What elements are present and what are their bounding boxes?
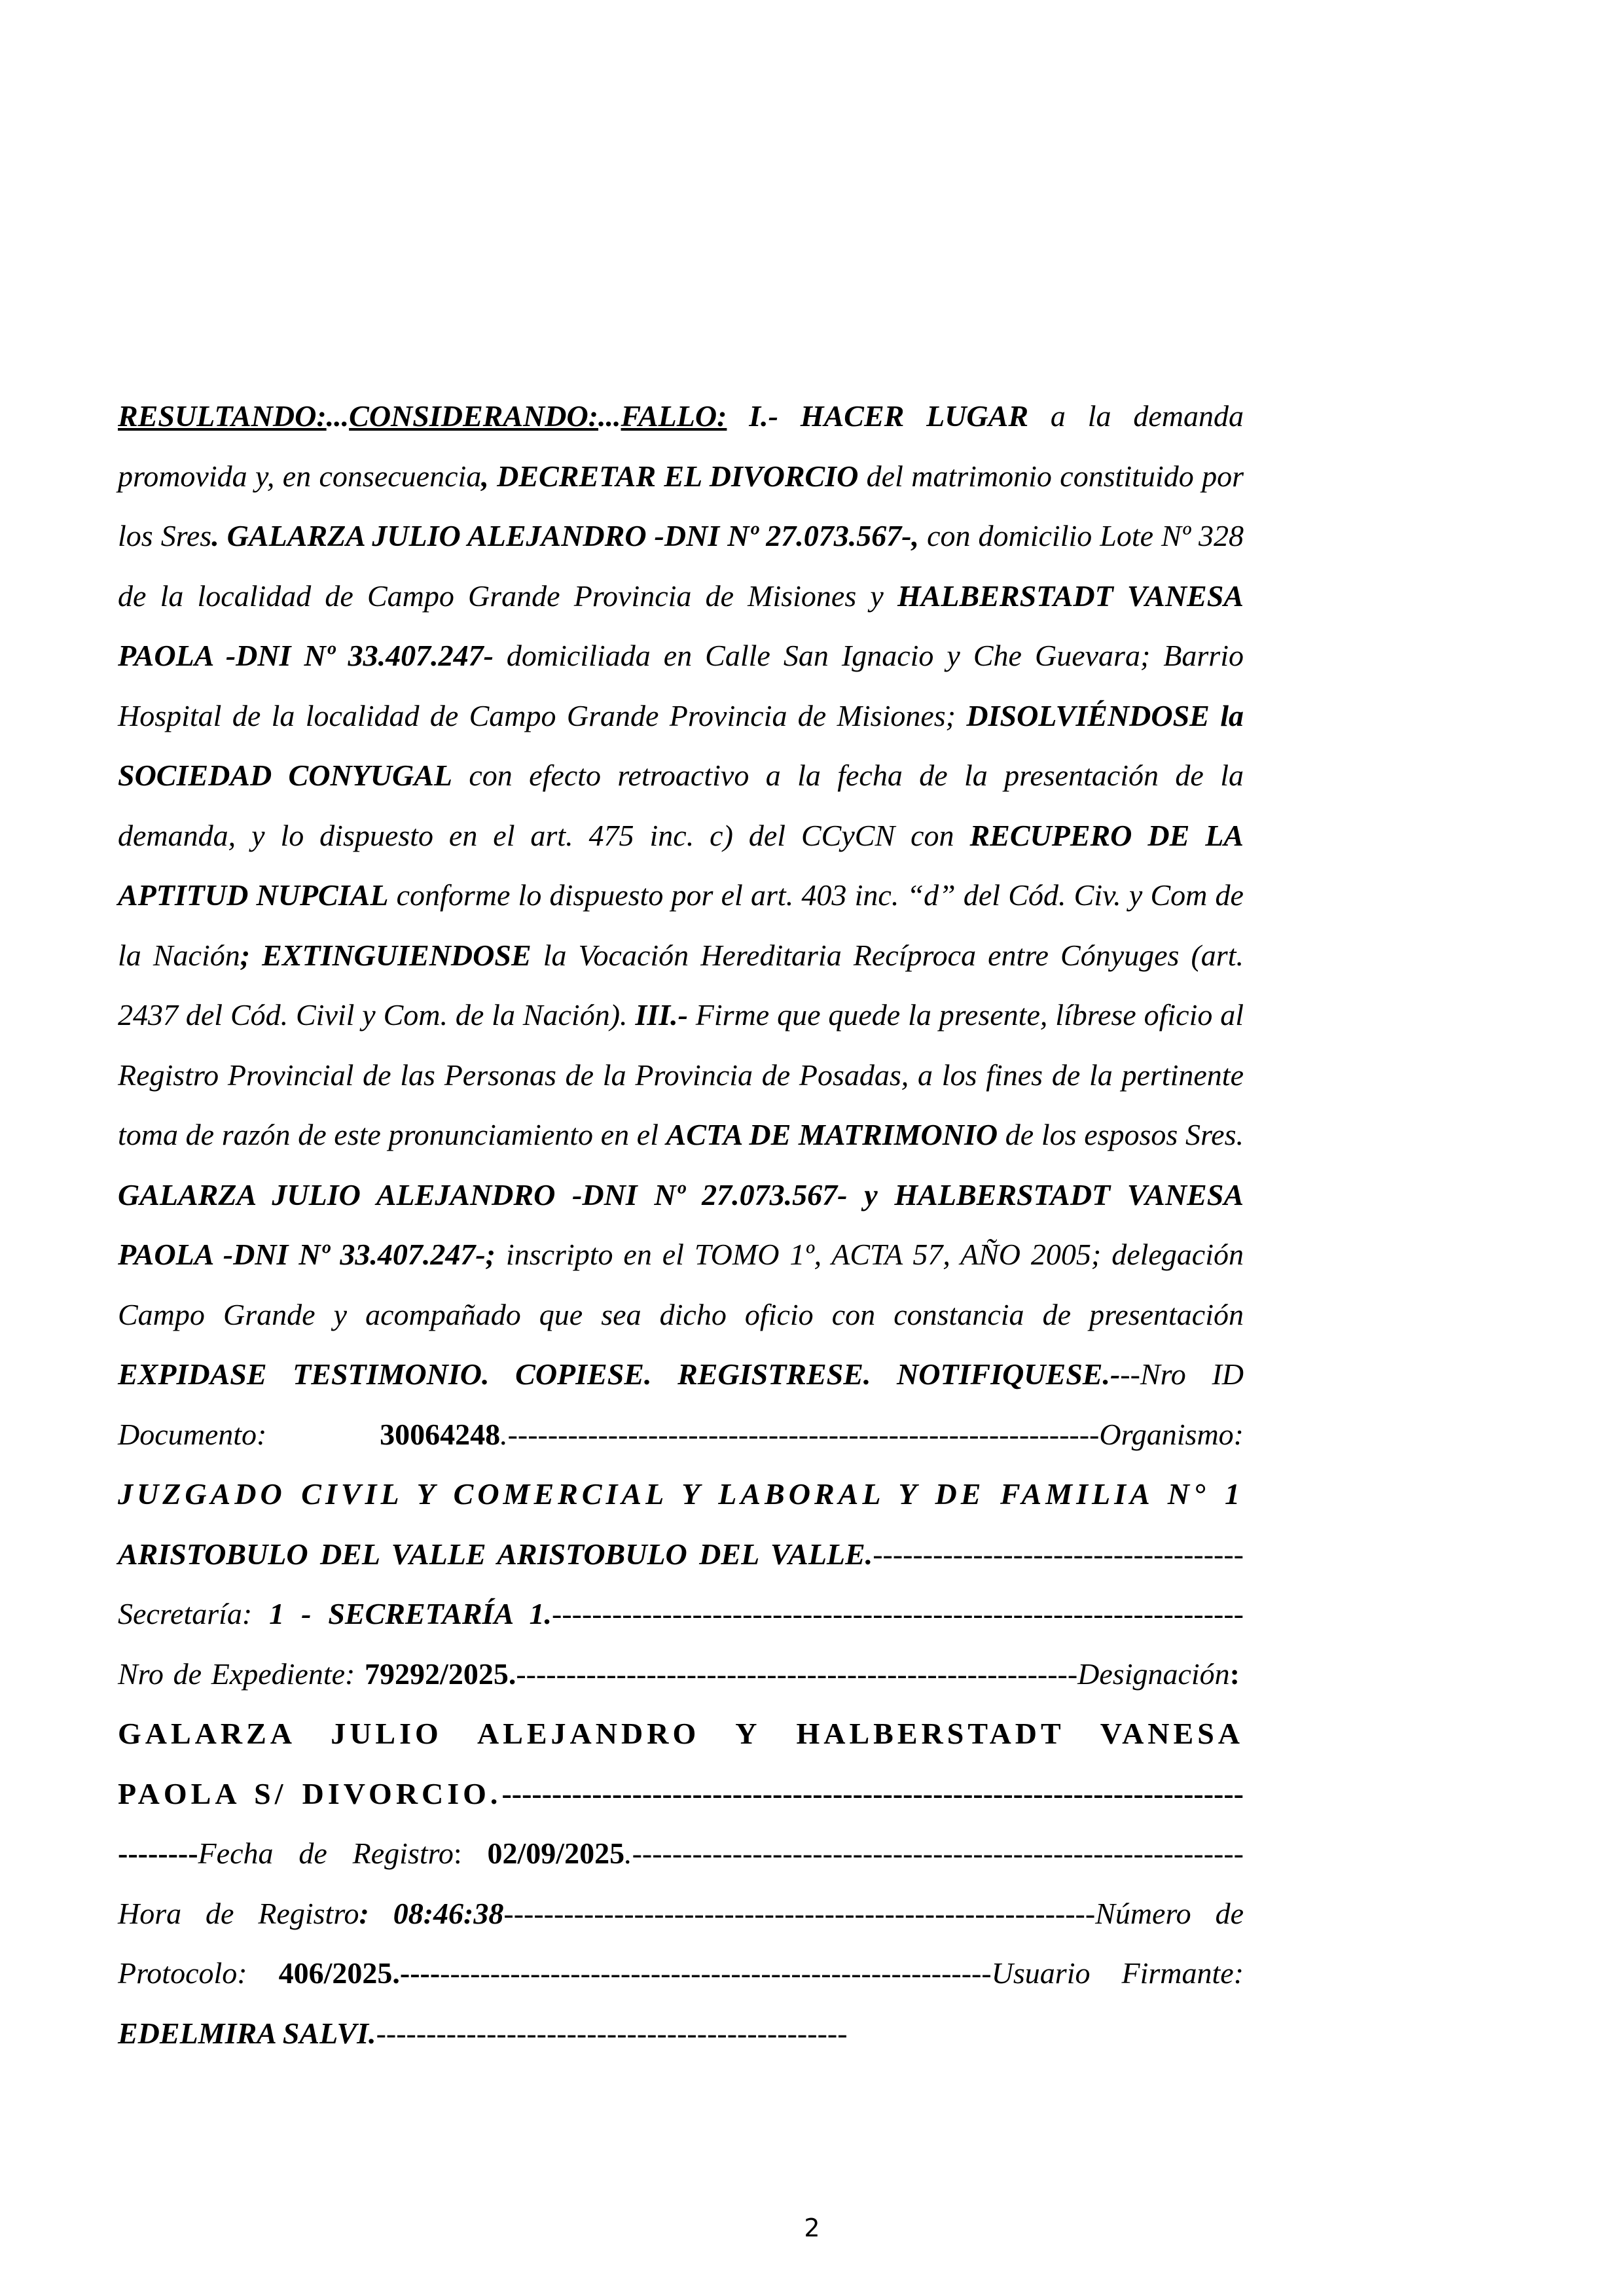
- resolution-paragraph: RESULTANDO:...CONSIDERANDO:...FALLO: I.- HACER LUGAR a la demanda promovida y, en consecuencia, DECRETAR EL DIVORCIO del matrimonio constituido por los Sres. GALARZA JULIO ALEJANDRO -DNI Nº 27.073.567-, con domicilio Lote Nº 328 de la localidad de Campo Grande Provincia de Misiones y HALBERSTADT VANESA PAOLA -DNI Nº 33.407.247- domiciliada en Calle San Ignacio y Che Guevara; Barrio Hospital de la localidad de Campo Grande Provincia de Misiones; DISOLVIÉNDOSE la SOCIEDAD CONYUGAL con efecto retroactivo a la fecha de la presentación de la demanda, y lo dispuesto en el art. 475 inc. c) del CCyCN con RECUPERO DE LA APTITUD NUPCIAL conforme lo dispuesto por el art. 403 inc. “d” del Cód. Civ. y Com de la Nación; EXTINGUIENDOSE la Vocación Hereditaria Recíproca entre Cónyuges (art. 2437 del Cód. Civil y Com. de la Nación). III.- Firme que quede la presente, líbrese oficio al Registro Provincial de las Personas de la Provincia de Posadas, a los fines de la pertinente toma de razón de este pronunciamiento en el ACTA DE MATRIMONIO de los esposos Sres. GALARZA JULIO ALEJANDRO -DNI Nº 27.073.567- y HALBERSTADT VANESA PAOLA -DNI Nº 33.407.247-; inscripto en el TOMO 1º, ACTA 57, AÑO 2005; delegación Campo Grande y acompañado que sea dicho oficio con constancia de presentación EXPIDASE TESTIMONIO. COPIESE. REGISTRESE. NOTIFIQUESE.---Nro ID Documento: 30064248.-----------------------------------------------------------Organismo: JUZGADO CIVIL Y COMERCIAL Y LABORAL Y DE FAMILIA N° 1 ARISTOBULO DEL VALLE ARISTOBULO DEL VALLE.-------------------------------------Secretaría: 1 - SECRETARÍA 1.---------------------------------------------------------------------Nro de Expediente: 79292/2025.--------------------------------------------------------Designación: GALARZA JULIO ALEJANDRO Y HALBERSTADT VANESA PAOLA S/ DIVORCIO.----------------------------------------------------------------------------------Fecha de Registro: 02/09/2025.-------------------------------------------------------------Hora de Registro: 08:46:38-----------------------------------------------------------Número de Protocolo: 406/2025.-----------------------------------------------------------Usuario Firmante: EDELMIRA SALVI.-----------------------------------------------: [118, 399, 1244, 2050]
- ruling-item-1: I.- HACER LUGAR: [727, 399, 1029, 433]
- conjugal-dissolution: DISOLVIÉNDOSE la SOCIEDAD CONYUGAL: [118, 698, 1244, 792]
- page-number: 2: [804, 2214, 820, 2242]
- case-designation: : GALARZA JULIO ALEJANDRO Y HALBERSTADT VANESA PAOLA S/ DIVORCIO.: [118, 1657, 1244, 1810]
- case-number: 79292/2025.: [365, 1657, 516, 1691]
- resolution-body: [118, 386, 1244, 2063]
- section-label-considerando: CONSIDERANDO:: [349, 399, 599, 433]
- protocol-number: 406/2025.----: [278, 1956, 441, 1990]
- secretariat: 1 - SECRETARÍA 1.: [269, 1597, 552, 1630]
- court-location: ARISTOBULO DEL VALLE ARISTOBULO DEL VALLE.: [118, 1537, 873, 1571]
- party-1: . GALARZA JULIO ALEJANDRO -DNI Nº 27.073.567-,: [211, 519, 920, 552]
- marriage-record: ACTA DE MATRIMONIO: [666, 1118, 998, 1151]
- registration-time: : 08:46:38: [359, 1896, 504, 1930]
- party-2: HALBERSTADT VANESA PAOLA -DNI Nº 33.407.247-: [118, 579, 1244, 672]
- ruling-item-3: III.-: [635, 998, 688, 1031]
- section-label-resultando: RESULTANDO:: [118, 399, 327, 433]
- section-label-fallo: FALLO:: [621, 399, 727, 433]
- court-name: JUZGADO CIVIL Y COMERCIAL Y LABORAL Y DE FAMILIA N° 1: [118, 1477, 1244, 1511]
- inheritance-extinction: ; EXTINGUIENDOSE: [240, 938, 532, 972]
- divorce-decree: , DECRETAR EL DIVORCIO: [481, 459, 859, 493]
- nuptial-aptitude: RECUPERO DE LA APTITUD NUPCIAL: [118, 818, 1244, 912]
- registration-date: 02/09/2025: [487, 1837, 625, 1870]
- closing-orders: EXPIDASE TESTIMONIO. COPIESE. REGISTRESE. NOTIFIQUESE.-: [118, 1357, 1121, 1391]
- signing-user: EDELMIRA SALVI.: [118, 2016, 376, 2050]
- spouses: GALARZA JULIO ALEJANDRO -DNI Nº 27.073.567- y HALBERSTADT VANESA PAOLA -DNI Nº 33.407.247-;: [118, 1177, 1244, 1271]
- document-id: 30064248: [380, 1417, 501, 1451]
